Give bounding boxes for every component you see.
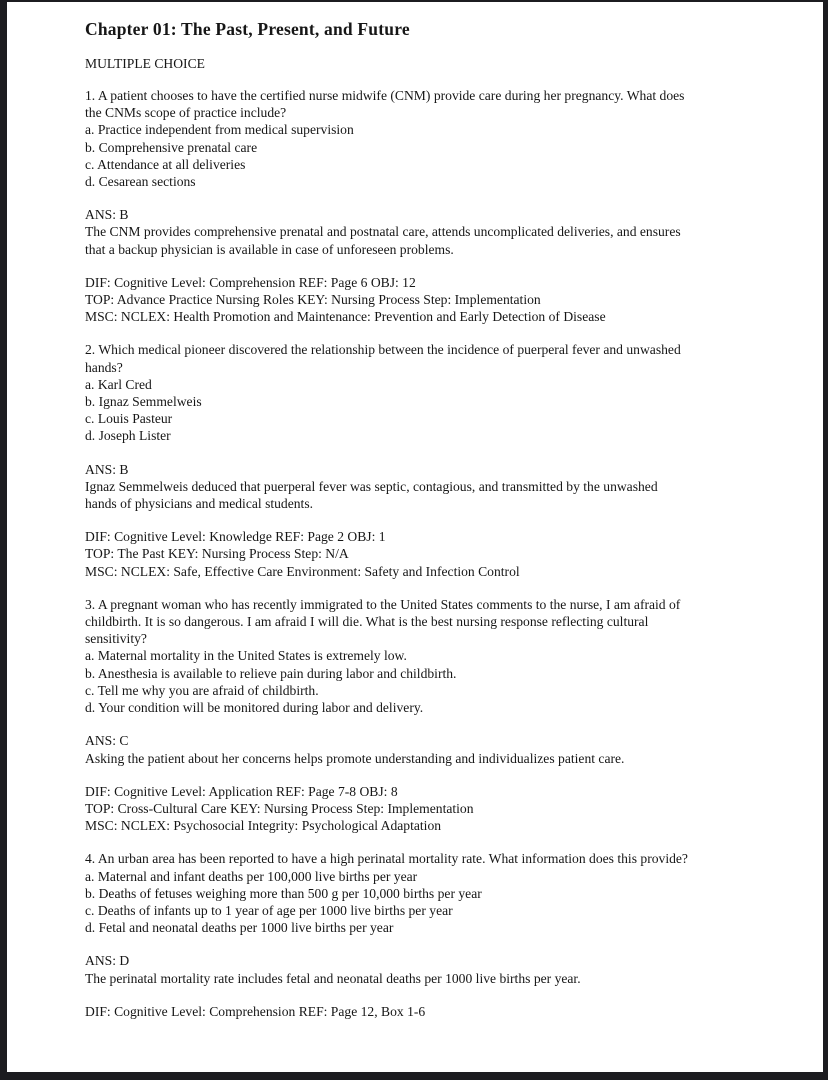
text-line: c. Deaths of infants up to 1 year of age per 1000 live births per year bbox=[85, 902, 453, 918]
text-line: 4. An urban area has been reported to have a high perinatal mortality rate. What information does this provide? bbox=[85, 851, 688, 867]
text-line: DIF: Cognitive Level: Application REF: Page 7-8 OBJ: 8 bbox=[85, 783, 398, 799]
text-line: ANS: B bbox=[85, 207, 129, 223]
text-line: DIF: Cognitive Level: Comprehension REF: Page 6 OBJ: 12 bbox=[85, 274, 416, 290]
text-line: b. Anesthesia is available to relieve pain during labor and childbirth. bbox=[85, 665, 457, 681]
text-line: TOP: Advance Practice Nursing Roles KEY: Nursing Process Step: Implementation bbox=[85, 292, 541, 308]
answer-2-block bbox=[85, 461, 743, 513]
answer-1-block bbox=[85, 206, 743, 258]
text-line: sensitivity? bbox=[85, 631, 147, 647]
answer-4-block bbox=[85, 952, 743, 986]
text-line: c. Attendance at all deliveries bbox=[85, 156, 246, 172]
tags-2-block bbox=[85, 528, 743, 580]
text-line: a. Maternal mortality in the United States is extremely low. bbox=[85, 648, 407, 664]
section-heading: MULTIPLE CHOICE bbox=[85, 56, 205, 71]
text-line: The perinatal mortality rate includes fetal and neonatal deaths per 1000 live births per year. bbox=[85, 970, 581, 986]
text-line: hands? bbox=[85, 359, 123, 375]
text-line: b. Comprehensive prenatal care bbox=[85, 139, 258, 155]
text-line: Ignaz Semmelweis deduced that puerperal fever was septic, contagious, and transmitted by the unwashed bbox=[85, 478, 658, 494]
tags-3-block bbox=[85, 783, 743, 835]
text-line: childbirth. It is so dangerous. I am afraid I will die. What is the best nursing response reflecting cultural bbox=[85, 614, 649, 630]
text-line: ANS: B bbox=[85, 461, 129, 477]
text-line: DIF: Cognitive Level: Knowledge REF: Page 2 OBJ: 1 bbox=[85, 529, 386, 545]
text-line: 2. Which medical pioneer discovered the relationship between the incidence of puerperal fever and unwashed bbox=[85, 342, 681, 358]
document-body bbox=[85, 87, 743, 1020]
text-line: d. Cesarean sections bbox=[85, 174, 196, 190]
text-line: a. Practice independent from medical supervision bbox=[85, 122, 354, 138]
text-line: The CNM provides comprehensive prenatal and postnatal care, attends uncomplicated deliveries, and ensures bbox=[85, 224, 681, 240]
text-line: MSC: NCLEX: Safe, Effective Care Environment: Safety and Infection Control bbox=[85, 563, 520, 579]
text-line: the CNMs scope of practice include? bbox=[85, 105, 287, 121]
tags-4-block bbox=[85, 1003, 743, 1020]
chapter-title: Chapter 01: The Past, Present, and Future bbox=[85, 19, 410, 39]
text-line: hands of physicians and medical students. bbox=[85, 496, 314, 512]
tags-1-block bbox=[85, 274, 743, 326]
text-line: 3. A pregnant woman who has recently immigrated to the United States comments to the nurse, I am afraid of bbox=[85, 596, 681, 612]
question-1-block bbox=[85, 87, 743, 190]
question-2-block bbox=[85, 341, 743, 444]
text-line: c. Tell me why you are afraid of childbirth. bbox=[85, 682, 319, 698]
text-line: d. Joseph Lister bbox=[85, 428, 171, 444]
text-line: ANS: C bbox=[85, 733, 129, 749]
text-line: Asking the patient about her concerns helps promote understanding and individualizes patient care. bbox=[85, 750, 625, 766]
text-line: ANS: D bbox=[85, 953, 130, 969]
text-line: d. Fetal and neonatal deaths per 1000 live births per year bbox=[85, 920, 394, 936]
text-line: c. Louis Pasteur bbox=[85, 411, 173, 427]
text-line: TOP: The Past KEY: Nursing Process Step: N/A bbox=[85, 546, 349, 562]
text-line: a. Maternal and infant deaths per 100,000 live births per year bbox=[85, 868, 418, 884]
text-line: that a backup physician is available in case of unforeseen problems. bbox=[85, 241, 454, 257]
text-line: d. Your condition will be monitored during labor and delivery. bbox=[85, 700, 424, 716]
document-page bbox=[7, 2, 823, 1072]
text-line: 1. A patient chooses to have the certified nurse midwife (CNM) provide care during her pregnancy. What does bbox=[85, 88, 685, 103]
text-line: b. Ignaz Semmelweis bbox=[85, 394, 202, 410]
text-line: MSC: NCLEX: Psychosocial Integrity: Psychological Adaptation bbox=[85, 818, 442, 834]
question-4-block bbox=[85, 850, 743, 936]
text-line: TOP: Cross-Cultural Care KEY: Nursing Process Step: Implementation bbox=[85, 800, 474, 816]
text-line: b. Deaths of fetuses weighing more than 500 g per 10,000 births per year bbox=[85, 885, 482, 901]
answer-3-block bbox=[85, 732, 743, 766]
text-line: DIF: Cognitive Level: Comprehension REF: Page 12, Box 1-6 bbox=[85, 1003, 426, 1019]
question-3-block bbox=[85, 596, 743, 716]
text-line: MSC: NCLEX: Health Promotion and Maintenance: Prevention and Early Detection of Disease bbox=[85, 309, 606, 325]
text-line: a. Karl Cred bbox=[85, 376, 152, 392]
